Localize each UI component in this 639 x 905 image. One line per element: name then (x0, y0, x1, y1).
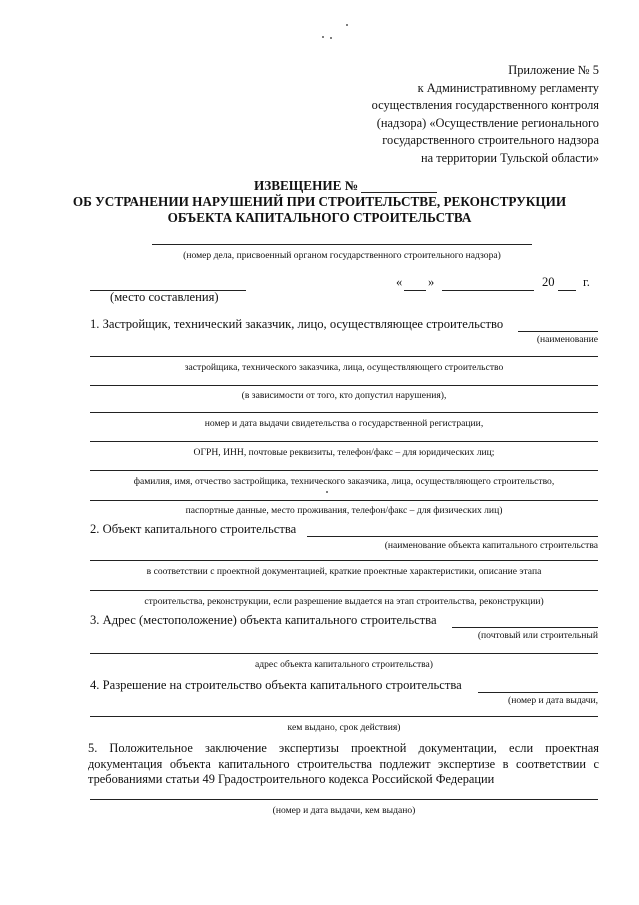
section1-caption: (наименование (536, 334, 598, 345)
date-open-quote: « (396, 275, 403, 289)
scan-speck (330, 37, 332, 39)
section1-caption: номер и дата выдачи свидетельства о государственной регистрации, (204, 418, 484, 429)
section5-text: 5. Положительное заключение экспертизы проектной документации, если проектная документация объекта капитального строительства подлежит экспертизе в соответствии с требованиями статьи 49 Градостроительного кодекса Российской Федерации (88, 741, 599, 787)
section4-field[interactable] (478, 692, 598, 693)
section2-caption: строительства, реконструкции, если разрешение выдается на этап строительства, реконструкции) (144, 596, 544, 607)
section2-field[interactable] (307, 536, 598, 537)
section4-caption: кем выдано, срок действия) (287, 722, 401, 733)
date-year-suffix: г. (583, 275, 590, 289)
appendix-block (372, 62, 599, 168)
place-caption: (место составления) (110, 290, 219, 304)
section1-field[interactable] (90, 500, 598, 501)
section1-field[interactable] (90, 412, 598, 413)
title-line: ОБ УСТРАНЕНИИ НАРУШЕНИЙ ПРИ СТРОИТЕЛЬСТВЕ, РЕКОНСТРУКЦИИ (72, 194, 567, 209)
date-close-quote: » (428, 275, 435, 289)
section2-caption: в соответствии с проектной документацией, краткие проектные характеристики, описание этапа (146, 566, 542, 577)
section4-field[interactable] (90, 716, 598, 717)
date-day-field[interactable] (404, 290, 426, 291)
section2-field[interactable] (90, 560, 598, 561)
section1-field[interactable] (90, 356, 598, 357)
case-number-caption: (номер дела, присвоенный органом государственного строительного надзора) (183, 250, 501, 261)
section1-caption: застройщика, технического заказчика, лица, осуществляющего строительство (184, 362, 504, 373)
section4-caption: (номер и дата выдачи, (508, 695, 598, 706)
date-year-field[interactable] (558, 290, 576, 291)
section5-caption: (номер и дата выдачи, кем выдано) (272, 805, 416, 816)
section1-caption: (в зависимости от того, кто допустил нарушения), (241, 390, 447, 401)
section2-caption: (наименование объекта капитального строительства (384, 540, 598, 551)
section1-field[interactable] (90, 470, 598, 471)
section1-label: 1. Застройщик, технический заказчик, лицо, осуществляющее строительство (90, 317, 504, 331)
scan-speck (346, 24, 348, 26)
appendix-line: к Административному регламенту (417, 80, 599, 95)
section2-field[interactable] (90, 590, 598, 591)
section5-field[interactable] (90, 799, 598, 800)
section4-label: 4. Разрешение на строительство объекта капитального строительства (90, 678, 462, 692)
section1-caption: паспортные данные, место проживания, телефон/факс – для физических лиц) (185, 505, 503, 516)
title-line: ОБЪЕКТА КАПИТАЛЬНОГО СТРОИТЕЛЬСТВА (167, 210, 472, 225)
scan-speck (322, 36, 324, 38)
section2-label: 2. Объект капитального строительства (90, 522, 297, 536)
date-month-field[interactable] (442, 290, 534, 291)
section3-field[interactable] (90, 653, 598, 654)
section1-field[interactable] (518, 331, 598, 332)
section3-field[interactable] (452, 627, 598, 628)
section3-caption: адрес объекта капитального строительства) (254, 659, 434, 670)
notice-number-label: ИЗВЕЩЕНИЕ № (254, 178, 358, 193)
section3-caption: (почтовый или строительный (477, 630, 598, 641)
notice-number-field[interactable] (361, 192, 437, 193)
section1-field[interactable] (90, 385, 598, 386)
section1-caption: ОГРН, ИНН, почтовые реквизиты, телефон/факс – для юридических лиц; (193, 447, 495, 458)
scan-speck (326, 491, 328, 493)
appendix-line: на территории Тульской области» (420, 150, 599, 165)
case-number-field[interactable] (152, 244, 532, 245)
section3-label: 3. Адрес (местоположение) объекта капитального строительства (90, 613, 437, 627)
appendix-line: осуществления государственного контроля (371, 98, 599, 113)
appendix-line: Приложение № 5 (508, 63, 599, 77)
appendix-line: государственного строительного надзора (382, 133, 599, 148)
section1-caption: фамилия, имя, отчество застройщика, технического заказчика, лица, осуществляющего строительство, (133, 476, 555, 487)
appendix-line: (надзора) «Осуществление регионального (376, 115, 599, 130)
section1-field[interactable] (90, 441, 598, 442)
date-year-prefix: 20 (542, 275, 555, 289)
